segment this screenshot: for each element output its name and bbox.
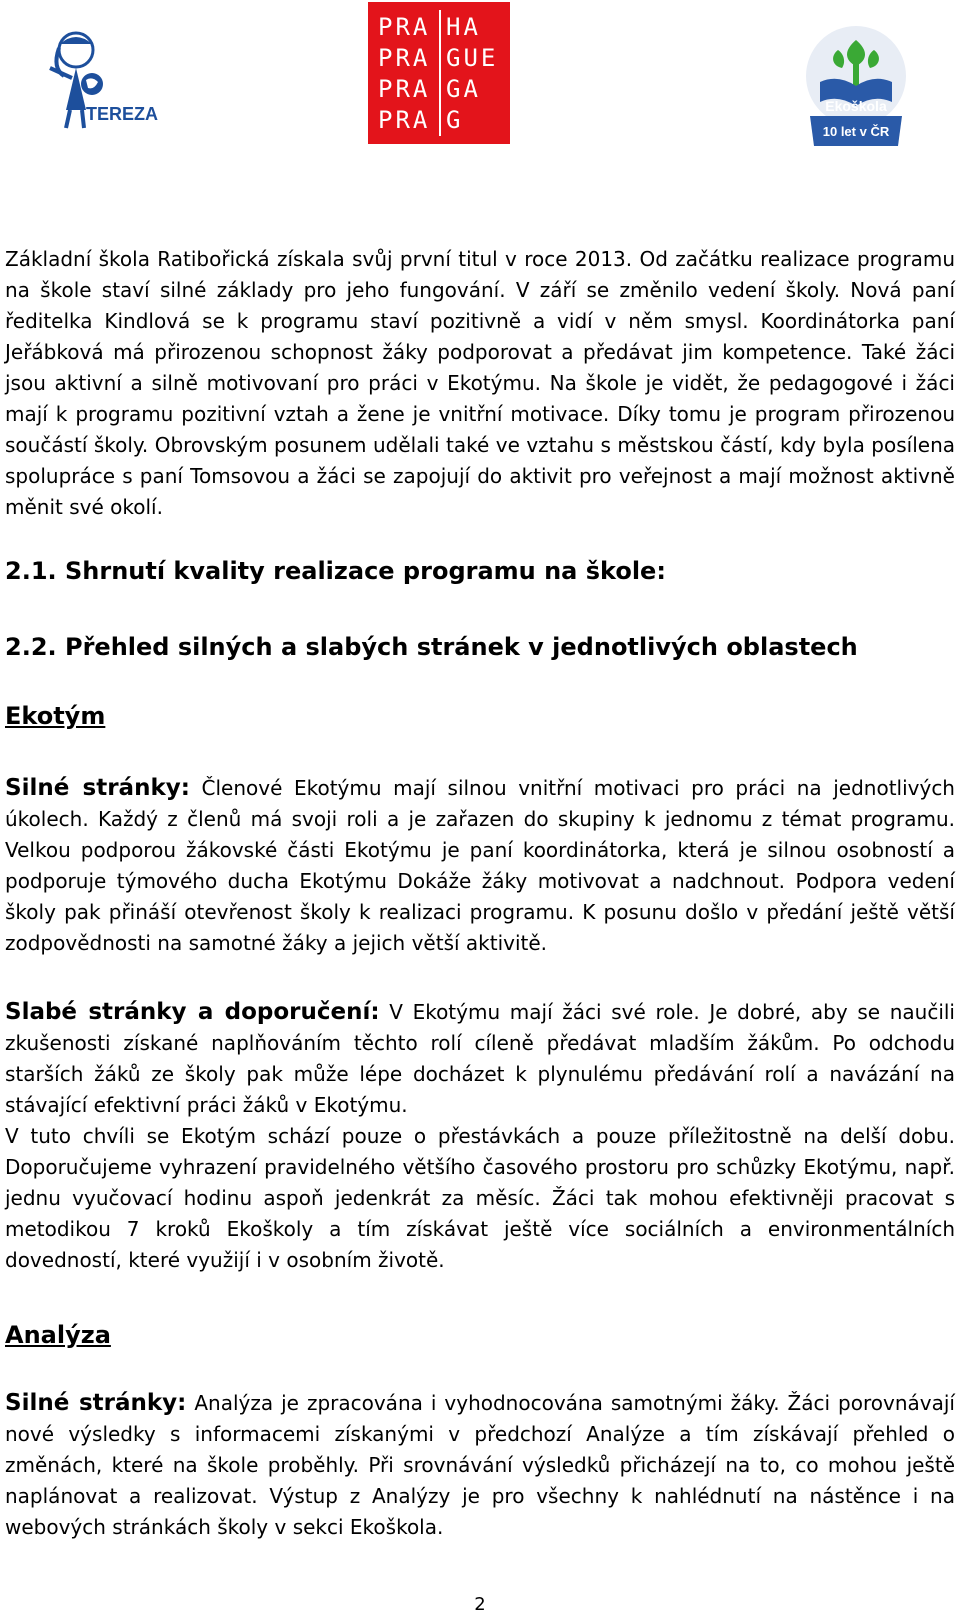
weaknesses-label: Slabé stránky a doporučení: [5, 999, 380, 1025]
document-body [5, 244, 955, 1543]
strengths-text: Členové Ekotýmu mají silnou vnitřní motivaci pro práci na jednotlivých úkolech. Každý z členů má svoji roli a je zařazen do skupiny k jednomu z témat programu. Velkou podporou žákovské části Ekotýmu je paní koordinátorka, která je silnou osobností a podporuje týmového ducha Ekotýmu Dokáže žáky motivovat a nadchnout. Podpora vedení školy pak přináší otevřenost školy k realizaci programu. K posunu došlo v předání ještě větší zodpovědnosti na samotné žáky a jejich větší aktivitě. [5, 776, 955, 955]
praha-logo-text: PRA [378, 106, 431, 134]
praha-logo-text: HA [446, 13, 481, 41]
spacer [5, 733, 955, 773]
ekotym-weaknesses-continued: V tuto chvíli se Ekotým schází pouze o přestávkách a pouze příležitostně na delší dobu. Doporučujeme vyhrazení pravidelného většího časového prostoru pro schůzky Ekotýmu, např. jednu vyučovací hodinu aspoň jedenkrát za měsíc. Žáci tak mohou efektivněji pracovat s metodikou 7 kroků Ekoškoly a tím získávat ještě více sociálních a environmentálních dovedností, které využijí i v osobním životě. [5, 1124, 955, 1272]
heading-2-1: 2.1. Shrnutí kvality realizace programu na škole: [5, 557, 666, 585]
page-number: 2 [474, 1594, 486, 1615]
tereza-label: TEREZA [86, 104, 158, 124]
spacer [5, 588, 955, 630]
praha-logo-text: GUE [446, 44, 499, 72]
praha-logo-divider [439, 10, 441, 136]
strengths-label: Silné stránky: [5, 1390, 187, 1416]
spacer [5, 664, 955, 699]
weaknesses-text: V Ekotýmu mají žáci své role. Je dobré, aby se naučili zkušenosti získané naplňováním těchto rolí cíleně předávat mladším žákům. Po odchodu starších žáků ze školy pak může lépe docházet k plynulému předávání rolí a navázání na stávající efektivní práci žáků v Ekotýmu. [5, 1000, 955, 1117]
strengths-text: Analýza je zpracována i vyhodnocována samotnými žáky. Žáci porovnávají nové výsledky s informacemi získanými v předchozí Analýze a tím získávají přehled o změnách, které na škole proběhly. Při srovnávání výsledků přicházejí na to, co mohou ještě naplánovat a realizovat. Výstup z Analýzy je pro všechny k nahlédnutí na nástěnce i na webových stránkách školy v sekci Ekoškola. [5, 1391, 955, 1539]
page-header [0, 0, 960, 150]
strengths-label: Silné stránky: [5, 775, 190, 801]
heading-2-2: 2.2. Přehled silných a slabých stránek v jednotlivých oblastech [5, 633, 858, 661]
praha-logo-text: PRA [378, 75, 431, 103]
praha-logo-text: GA [446, 75, 481, 103]
ekoskola-label: Ekoškola [825, 98, 887, 114]
spacer [5, 959, 955, 997]
praha-logo [368, 2, 510, 144]
ekotym-strengths [5, 773, 955, 959]
ekoskola-logo [800, 20, 912, 150]
praha-logo-text: PRA [378, 13, 431, 41]
praha-logo-text: G [446, 106, 464, 134]
intro-paragraph: Základní škola Ratibořická získala svůj první titul v roce 2013. Od začátku realizace programu na škole staví silné základy pro jeho fungování. V září se změnilo vedení školy. Nová paní ředitelka Kindlová se k programu staví pozitivně a vidí v něm smysl. Koordinátorka paní Jeřábková má přirozenou schopnost žáky podporovat a předávat jim kompetence. Také žáci jsou aktivní a silně motivovaní pro práci v Ekotýmu. Na škole je vidět, že pedagogové i žáci mají k programu pozitivní vztah a žene je vnitřní motivace. Díky tomu je program přirozenou součástí školy. Obrovským posunem udělali také ve vztahu s městskou částí, kdy byla posílena spolupráce s paní Tomsovou a žáci se zapojují do aktivit pro veřejnost a mají možnost aktivně měnit své okolí. [5, 247, 955, 519]
spacer [5, 523, 955, 554]
analyza-strengths [5, 1388, 955, 1543]
section-title-analyza: Analýza [5, 1321, 111, 1349]
section-title-ekotym: Ekotým [5, 702, 106, 730]
spacer [5, 1276, 955, 1318]
praha-logo-text: PRA [378, 44, 431, 72]
tereza-logo [36, 28, 156, 136]
ekoskola-sublabel: 10 let v ČR [822, 124, 890, 139]
spacer [5, 1352, 955, 1388]
ekotym-weaknesses [5, 997, 955, 1121]
praha-logo-right-column [446, 12, 498, 136]
praha-logo-left-column [378, 12, 430, 136]
